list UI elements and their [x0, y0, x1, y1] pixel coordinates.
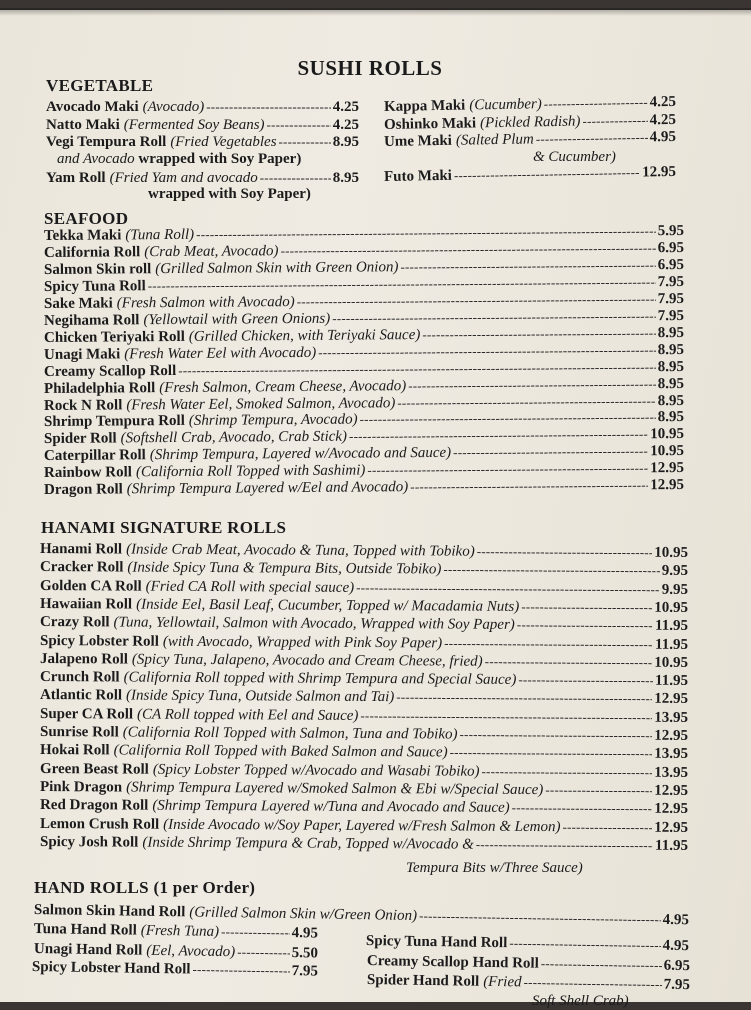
item-name: Atlantic Roll	[39, 687, 123, 704]
item-price: 10.95	[654, 599, 689, 616]
item-description: (Fresh Tuna)	[140, 922, 220, 940]
item-price: 8.95	[657, 358, 685, 375]
item-name: Creamy Scallop Roll	[43, 362, 177, 380]
item-price: 12.95	[650, 477, 685, 494]
item-description-continued: Soft Shell Crab)	[532, 993, 629, 1009]
item-name: Crunch Roll	[39, 669, 120, 686]
item-price: 10.95	[654, 654, 689, 671]
item-price: 10.95	[654, 544, 689, 561]
item-description-continued: wrapped with Soy Paper)	[148, 186, 311, 202]
continued-bold: wrapped with Soy Paper)	[138, 151, 302, 167]
item-name: Kappa Maki	[383, 97, 466, 115]
item-price: 5.50	[291, 945, 319, 962]
item-price: 12.95	[654, 691, 689, 708]
continued-italic: and Avocado	[57, 151, 139, 167]
menu-title: SUSHI ROLLS	[297, 56, 443, 80]
item-description: (Eel, Avocado)	[146, 942, 236, 961]
section-heading: SEAFOOD	[44, 209, 129, 228]
item-price: 5.95	[657, 222, 685, 240]
item-description: (Tuna, Yellowtail, Salmon with Avocado, Wrapped with Soy Paper)	[113, 614, 515, 634]
item-description: (Inside Spicy Tuna & Tempura Bits, Outside Tobiko)	[127, 559, 442, 578]
dot-leader	[485, 653, 653, 672]
menu-page	[0, 8, 751, 1009]
menu-item	[40, 833, 688, 855]
item-name: Hanami Roll	[39, 541, 123, 558]
dot-leader	[356, 579, 660, 599]
item-name: Unagi Hand Roll	[33, 941, 143, 959]
item-description: (with Avocado, Wrapped with Pink Soy Paper)	[162, 633, 443, 651]
item-description: (Grilled Salmon Skin w/Green Onion)	[189, 904, 418, 925]
dot-leader	[481, 762, 652, 781]
item-description: (Softshell Crab, Avocado, Crab Stick)	[120, 429, 348, 447]
item-price: 11.95	[655, 617, 689, 635]
item-price: 11.95	[655, 672, 689, 690]
item-description: (Crab Meat, Avocado)	[144, 243, 279, 261]
dot-leader	[521, 598, 652, 617]
item-description: (California Roll Topped with Salmon, Tuna and Tobiko)	[122, 724, 458, 743]
item-description: (California Roll topped with Shrimp Tempura and Special Sauce)	[123, 669, 517, 689]
dot-leader	[444, 634, 653, 653]
item-price: 9.95	[661, 581, 689, 598]
item-description: (Shrimp Tempura Layered w/Smoked Salmon & Ebi w/Special Sauce)	[126, 779, 544, 798]
item-description: (Inside Eel, Basil Leaf, Cucumber, Topped w/ Macadamia Nuts)	[136, 596, 520, 615]
item-description: (Shrimp Tempura Layered w/Eel and Avocado)	[126, 479, 409, 498]
dot-leader	[279, 133, 331, 151]
dot-leader	[267, 116, 331, 134]
item-price: 6.95	[657, 256, 685, 274]
item-description: (Inside Spicy Tuna, Outside Salmon and Tai)	[126, 687, 395, 706]
item-description: (Salted Plum	[455, 131, 534, 149]
section-heading: HANAMI SIGNATURE ROLLS	[41, 518, 287, 537]
section-heading: HAND ROLLS (1 per Order)	[34, 878, 256, 897]
item-name: Lemon Crush Roll	[39, 815, 160, 833]
menu-item	[46, 98, 359, 116]
dot-leader	[443, 561, 659, 580]
item-name: Golden CA Roll	[39, 577, 142, 595]
item-price: 13.95	[654, 709, 689, 726]
item-price: 8.95	[657, 392, 685, 409]
dot-leader	[396, 689, 652, 709]
item-price: 11.95	[655, 837, 689, 854]
item-price: 9.95	[661, 563, 689, 580]
item-name: Sunrise Roll	[39, 724, 119, 741]
item-price: 6.95	[657, 239, 685, 257]
item-name: Red Dragon Roll	[39, 797, 149, 814]
item-price: 10.95	[650, 426, 685, 443]
dot-leader	[192, 961, 290, 981]
item-price: 8.95	[657, 409, 685, 426]
dot-leader	[206, 98, 330, 116]
item-name: Cracker Roll	[39, 559, 124, 576]
item-name: Yam Roll	[46, 170, 106, 186]
item-price: 4.95	[662, 911, 690, 929]
item-name: Ume Maki	[383, 132, 453, 150]
item-description: (Inside Avocado w/Soy Paper, Layered w/Fresh Salmon & Lemon)	[163, 816, 561, 835]
item-name: Jalapeno Roll	[39, 650, 128, 668]
item-price: 4.25	[649, 111, 677, 129]
item-price: 7.95	[657, 307, 685, 324]
item-price: 12.95	[654, 819, 689, 836]
item-name: Tuna Hand Roll	[33, 921, 137, 939]
item-price: 13.95	[654, 764, 689, 781]
item-name: Caterpillar Roll	[43, 447, 146, 465]
item-name: Super CA Roll	[39, 705, 134, 723]
item-description: (California Roll Topped with Baked Salmon and Sauce)	[113, 742, 448, 761]
item-name: Shrimp Tempura Roll	[43, 413, 185, 431]
menu-item	[366, 932, 689, 955]
item-description: (Cucumber)	[469, 96, 542, 114]
item-name: Dragon Roll	[43, 481, 123, 499]
item-description: (CA Roll topped with Eel and Sauce)	[137, 706, 359, 724]
item-price: 8.95	[332, 170, 359, 186]
item-description: (Spicy Tuna, Jalapeno, Avocado and Cream Cheese, fried)	[131, 651, 483, 670]
dot-leader	[518, 671, 653, 690]
dot-leader	[544, 93, 648, 113]
dot-leader	[221, 923, 290, 942]
menu-item	[367, 971, 690, 994]
item-name: Creamy Scallop Hand Roll	[366, 953, 539, 972]
item-name: Natto Maki	[46, 117, 120, 133]
item-description: (Shrimp Tempura Layered w/Tuna and Avocado and Sauce)	[152, 797, 510, 817]
item-description: (Grilled Chicken, with Teriyaki Sauce)	[188, 326, 421, 345]
dot-leader	[545, 781, 652, 800]
item-name: Salmon Skin roll	[43, 261, 152, 278]
item-description: (California Roll Topped with Sashimi)	[135, 462, 366, 481]
dot-leader	[360, 707, 652, 727]
section-heading: VEGETABLE	[46, 76, 154, 95]
item-name: Spicy Lobster Hand Roll	[31, 959, 191, 978]
item-price: 4.95	[291, 925, 319, 942]
item-name: Rock N Roll	[43, 396, 123, 414]
item-name: Vegi Tempura Roll	[46, 134, 167, 150]
item-price: 4.25	[332, 99, 359, 115]
dot-leader	[523, 973, 661, 993]
item-description: (Inside Shrimp Tempura & Crab, Topped w/Avocado &	[142, 834, 474, 853]
item-description: (Fresh Salmon with Avocado)	[116, 293, 295, 312]
dot-leader	[477, 543, 653, 562]
item-price: 4.25	[649, 93, 677, 111]
item-name: Oshinko Maki	[383, 115, 477, 133]
item-price: 7.95	[291, 963, 319, 980]
menu-item	[384, 163, 676, 186]
item-price: 4.95	[662, 937, 690, 955]
item-description: (Fermented Soy Beans)	[123, 117, 265, 133]
item-price: 7.95	[663, 976, 691, 994]
item-description: (Fresh Water Eel with Avocado)	[124, 344, 317, 363]
menu-item	[44, 476, 684, 499]
dot-leader	[450, 744, 653, 763]
item-price: 11.95	[655, 636, 689, 653]
item-name: Tekka Maki	[43, 227, 122, 244]
item-description-continued	[57, 151, 301, 168]
item-price: 12.95	[654, 727, 689, 744]
item-name: Pink Dragon	[39, 778, 123, 796]
item-description-continued: Tempura Bits w/Three Sauce)	[406, 860, 583, 876]
item-name: Spicy Lobster Roll	[39, 632, 159, 650]
item-price: 8.95	[657, 324, 685, 341]
item-description: (Avocado)	[142, 99, 205, 115]
item-name: Chicken Teriyaki Roll	[43, 328, 185, 346]
item-description-continued: & Cucumber)	[533, 149, 616, 165]
item-name: Sake Maki	[43, 295, 113, 312]
item-name: Futo Maki	[383, 167, 453, 185]
item-description: (Tuna Roll)	[125, 226, 195, 244]
item-name: Spider Roll	[43, 430, 117, 448]
menu-item	[32, 958, 318, 980]
menu-item	[46, 169, 359, 187]
item-name: Negihama Roll	[43, 312, 140, 329]
item-description: (Shrimp Tempura, Avocado)	[188, 411, 358, 430]
item-price: 12.95	[654, 782, 689, 799]
item-name: Green Beast Roll	[39, 760, 149, 778]
dot-leader	[419, 907, 661, 929]
menu-item	[46, 133, 359, 151]
item-price: 8.95	[332, 134, 359, 150]
item-description: (Fresh Water Eel, Smoked Salmon, Avocado)	[126, 394, 396, 413]
item-name: Spider Hand Roll	[366, 972, 480, 990]
item-price: 10.95	[650, 443, 685, 460]
dot-leader	[509, 934, 661, 954]
item-description: (Pickled Radish)	[479, 113, 581, 132]
dot-leader	[536, 128, 648, 148]
menu-item	[34, 920, 318, 942]
item-price: 7.95	[657, 290, 685, 307]
menu-item	[46, 116, 359, 134]
item-price: 7.95	[657, 273, 685, 291]
item-price: 8.95	[657, 375, 685, 392]
dot-leader	[454, 164, 641, 185]
item-description: (Fresh Salmon, Cream Cheese, Avocado)	[159, 377, 407, 396]
dot-leader	[541, 955, 662, 975]
item-description: (Fried CA Roll with special sauce)	[145, 578, 355, 596]
item-name: Crazy Roll	[39, 614, 110, 631]
item-price: 12.95	[650, 460, 685, 477]
dot-leader	[517, 616, 653, 635]
item-name: Spicy Tuna Roll	[43, 278, 146, 295]
item-price: 4.25	[332, 117, 359, 133]
item-name: Philadelphia Roll	[43, 379, 156, 397]
item-name: Spicy Josh Roll	[39, 833, 139, 851]
item-price: 6.95	[663, 957, 691, 975]
dot-leader	[410, 477, 648, 497]
dot-leader	[237, 943, 290, 962]
item-name: Hokai Roll	[39, 742, 110, 759]
item-name: Salmon Skin Hand Roll	[33, 902, 186, 921]
item-price: 12.95	[654, 800, 689, 818]
item-description: (Yellowtail with Green Onions)	[143, 310, 331, 328]
item-name: Spicy Tuna Hand Roll	[365, 933, 508, 952]
dot-leader	[459, 726, 652, 745]
item-name: Hawaiian Roll	[39, 595, 133, 613]
item-description: (Grilled Salmon Skin with Green Onion)	[155, 259, 399, 278]
dot-leader	[260, 169, 331, 187]
dot-leader	[562, 818, 652, 837]
item-price: 8.95	[657, 341, 685, 358]
item-price: 4.95	[649, 128, 677, 146]
item-description: (Spicy Lobster Topped w/Avocado and Wasabi Tobiko)	[152, 761, 480, 780]
item-description: (Fried	[483, 973, 522, 991]
item-description: (Shrimp Tempura, Layered w/Avocado and Sauce)	[149, 445, 452, 464]
item-name: California Roll	[43, 244, 141, 261]
item-name: Rainbow Roll	[43, 464, 132, 482]
menu-item	[384, 128, 676, 151]
item-name: Avocado Maki	[46, 99, 139, 115]
item-description: (Inside Crab Meat, Avocado & Tuna, Topped with Tobiko)	[126, 541, 475, 560]
item-description: (Fried Yam and avocado	[109, 170, 258, 186]
item-price: 13.95	[654, 746, 689, 763]
dot-leader	[512, 799, 653, 818]
item-description: (Fried Vegetables	[170, 134, 277, 150]
item-price: 12.95	[642, 163, 677, 181]
item-name: Unagi Maki	[43, 346, 121, 363]
dot-leader	[476, 835, 653, 854]
